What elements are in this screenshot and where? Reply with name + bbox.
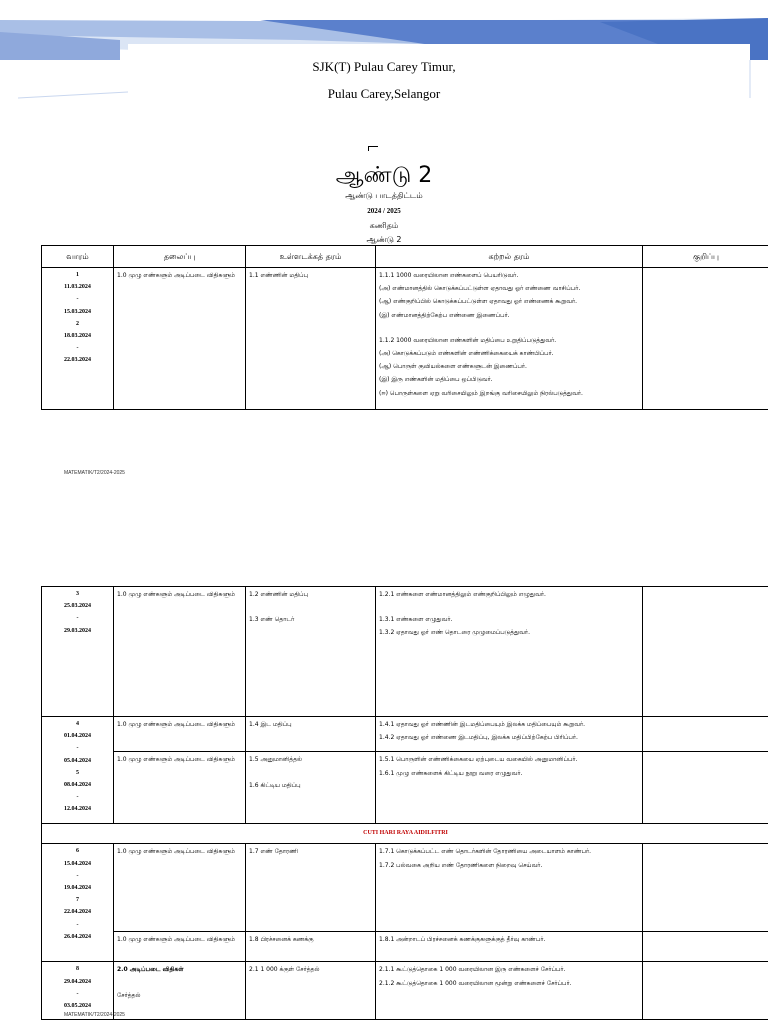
content-item: 1.5 அனுமானித்தல் (249, 756, 303, 764)
notes-cell (643, 717, 768, 752)
week-date: 22.04.2024 (64, 909, 91, 916)
week-date-sep: - (76, 921, 79, 928)
text-cursor-mark (368, 146, 378, 147)
syllabus-table-page2 (41, 586, 768, 1020)
week-cell (42, 844, 114, 962)
topic-cell (114, 962, 246, 1020)
table-row (42, 932, 768, 962)
learning-item: 1.2.1 எண்களை எண்மானத்திலும் எண்குறிப்பிலும் எழுதுவர். (379, 591, 546, 598)
learning-item: 1.1.2 1000 வரையிலான எண்களின் மதிப்பை உறுதிப்படுத்துவர். (379, 336, 557, 344)
learning-item: 2.1.1 கூட்டுத்தொகை 1 000 வரையிலான இரு எண்களைச் சேர்ப்பர். (379, 966, 566, 974)
topic-cell: 1.0 முழு எண்களும் அடிப்படை விதிகளும் (114, 752, 246, 824)
week-date: 26.04.2024 (64, 933, 91, 940)
topic-item: 2.0 அடிப்படை விதிகள் (117, 966, 184, 974)
week-date: 15.04.2024 (64, 860, 91, 867)
week-date-sep: - (76, 745, 79, 752)
week-date: 12.04.2024 (64, 806, 91, 813)
school-location: Pulau Carey,Selangor (327, 86, 441, 101)
week-number: 7 (76, 897, 79, 904)
week-date: 18.03.2024 (64, 332, 91, 339)
learning-item: (ஈ) பொருள்களை ஏறு வரிசையிலும் இறங்கு வரிசையிலும் நிரல்படுத்துவர். (379, 389, 583, 397)
learning-item: 1.3.2 ஏதாவது ஓர் எண் தொடரை முழுமைப்படுத்துவர். (379, 629, 530, 637)
week-date: 15.03.2024 (64, 308, 91, 315)
table-header-row (42, 246, 768, 268)
table-row (42, 962, 768, 1020)
content-item: 1.3 எண் தொடர் (249, 616, 295, 624)
col-header-week: வாரம் (42, 246, 114, 268)
week-date: 29.04.2024 (64, 978, 91, 985)
learning-standard-cell (376, 752, 643, 824)
notes-cell (643, 752, 768, 824)
content-standard-cell: 1.7 எண் தோரணி (246, 844, 376, 932)
table-row (42, 844, 768, 932)
content-item: 1.6 கிட்டிய மதிப்பு (249, 781, 301, 789)
holiday-row (42, 824, 768, 844)
week-number: 4 (76, 721, 79, 727)
week-date: 05.04.2024 (64, 757, 91, 764)
table-row (42, 752, 768, 824)
week-number: 2 (76, 320, 79, 327)
page-title: ஆண்டு 2 (335, 163, 433, 188)
notes-cell (643, 268, 768, 410)
school-name: SJK(T) Pulau Carey Timur, (312, 59, 456, 74)
week-number: 5 (76, 769, 79, 776)
learning-item: (அ) எண்மானத்தில் கொடுக்கப்பட்டுள்ள ஏதாவது ஓர் எண்ணை வாசிப்பர். (379, 285, 581, 293)
week-number: 1 (76, 272, 79, 278)
week-date-sep: - (76, 615, 79, 622)
topic-cell: 1.0 முழு எண்களும் அடிப்படை விதிகளும் (114, 268, 246, 410)
week-cell (42, 717, 114, 824)
col-header-topic: தலைப்பு (114, 246, 246, 268)
content-standard-cell: 1.1 எண்ணின் மதிப்பு (246, 268, 376, 410)
learning-item: (ஆ) எண்குறிப்பில் கொடுக்கப்பட்டுள்ள ஏதாவது ஓர் எண்ணைக் கூறுவர். (379, 298, 578, 306)
col-header-learning-standard: கற்றல் தரம் (376, 246, 643, 268)
week-date-sep: - (76, 296, 79, 303)
topic-cell: 1.0 முழு எண்களும் அடிப்படை விதிகளும் (114, 932, 246, 962)
week-number: 6 (76, 848, 79, 855)
topic-cell: 1.0 முழு எண்களும் அடிப்படை விதிகளும் (114, 587, 246, 717)
learning-item: 1.4.2 ஏதாவது ஓர் எண்ணை இடமதிப்பு, இலக்க மதிப்பிற்கேற்ப பிரிப்பர். (379, 734, 578, 742)
week-date: 29.03.2024 (64, 627, 91, 634)
week-date-sep: - (76, 794, 79, 801)
page-footer: MATEMATIK/T2/2024-2025 (64, 1012, 125, 1018)
learning-item: 1.7.1 கொடுக்கப்பட்ட எண் தொடர்களின் தோரணியை அடையாளம் காண்பர். (379, 848, 591, 856)
learning-item: 1.6.1 முழு எண்களைக் கிட்டிய நூறு வரை எழுதுவர். (379, 769, 523, 777)
week-date: 08.04.2024 (64, 781, 91, 788)
week-date: 11.03.2024 (64, 284, 91, 291)
week-date-sep: - (76, 872, 79, 879)
week-date-sep: - (76, 990, 79, 997)
week-date: 19.04.2024 (64, 884, 91, 891)
learning-standard-cell (376, 844, 643, 932)
table-row (42, 268, 768, 410)
learning-item: (இ) இரு எண்களின் மதிப்பை ஒப்பிடுவர். (379, 376, 493, 384)
week-date: 22.03.2024 (64, 357, 91, 364)
week-date: 03.05.2024 (64, 1002, 91, 1009)
week-cell (42, 587, 114, 717)
week-date-sep: - (76, 345, 79, 352)
learning-item: (ஆ) பொருள் குவியல்களை எண்களுடன் இணைப்பர். (379, 363, 527, 371)
grade-label: ஆண்டு 2 (366, 235, 402, 244)
page-subtitle: ஆண்டு பாடத்திட்டம் (345, 191, 423, 200)
learning-item: 1.7.2 பல்வகை அறிய எண் தோரணிகளை நிறைவு செய்வர். (379, 861, 543, 869)
week-number: 3 (76, 591, 79, 597)
content-item: 1.2 எண்ணின் மதிப்பு (249, 591, 309, 598)
content-standard-cell (246, 587, 376, 717)
notes-cell (643, 962, 768, 1020)
notes-cell (643, 932, 768, 962)
holiday-label: CUTI HARI RAYA AIDILFITRI (42, 824, 768, 844)
learning-item: 1.4.1 ஏதாவது ஓர் எண்ணின் இடமதிப்பையும் இலக்க மதிப்பையும் கூறுவர். (379, 721, 586, 728)
content-standard-cell (246, 752, 376, 824)
content-standard-cell: 1.4 இட மதிப்பு (246, 717, 376, 752)
learning-item: 1.3.1 எண்களை எழுதுவர். (379, 616, 453, 624)
syllabus-table-page1 (41, 245, 768, 410)
table-row (42, 717, 768, 752)
learning-standard-cell: 1.8.1 அன்றாடப் பிரச்சனைக் கணக்குகளுக்குத் தீர்வு காண்பர். (376, 932, 643, 962)
learning-item: (இ) எண்மானத்திற்கேற்ப எண்ணை இணைப்பர். (379, 311, 510, 319)
subject-name: கணிதம் (369, 221, 399, 230)
week-date: 25.03.2024 (64, 603, 91, 610)
page-footer: MATEMATIK/T2/2024-2025 (64, 470, 125, 476)
week-number: 8 (76, 966, 79, 973)
notes-cell (643, 587, 768, 717)
learning-standard-cell (376, 962, 643, 1020)
week-date: 01.04.2024 (64, 733, 91, 740)
content-standard-cell: 1.8 பிரச்சனைக் கணக்கு (246, 932, 376, 962)
learning-item: 1.5.1 பொருளின் எண்ணிக்கையை ஏற்புடைய வகையில் அனுமானிப்பர். (379, 756, 578, 764)
table-row (42, 587, 768, 717)
learning-standard-cell (376, 268, 643, 410)
topic-cell: 1.0 முழு எண்களும் அடிப்படை விதிகளும் (114, 844, 246, 932)
topic-item: சேர்த்தல் (117, 991, 141, 999)
academic-year: 2024 / 2025 (367, 207, 401, 215)
learning-standard-cell (376, 717, 643, 752)
notes-cell (643, 844, 768, 932)
learning-item: 1.1.1 1000 வரையிலான எண்களைப் பெயரிடுவர். (379, 272, 519, 279)
learning-item: 2.1.2 கூட்டுத்தொகை 1 000 வரையிலான மூன்று எண்களைச் சேர்ப்பர். (379, 979, 572, 987)
learning-item: (அ) கொடுக்கப்படும் எண்களின் எண்ணிக்கையைக் காண்பிப்பர். (379, 349, 554, 357)
col-header-notes: குறிப்பு (643, 246, 768, 268)
content-standard-cell: 2.1 1 000 க்குள் சேர்த்தல் (246, 962, 376, 1020)
topic-cell: 1.0 முழு எண்களும் அடிப்படை விதிகளும் (114, 717, 246, 752)
learning-standard-cell (376, 587, 643, 717)
week-cell (42, 268, 114, 410)
week-cell (42, 962, 114, 1020)
col-header-content-standard: உள்ளடக்கத் தரம் (246, 246, 376, 268)
